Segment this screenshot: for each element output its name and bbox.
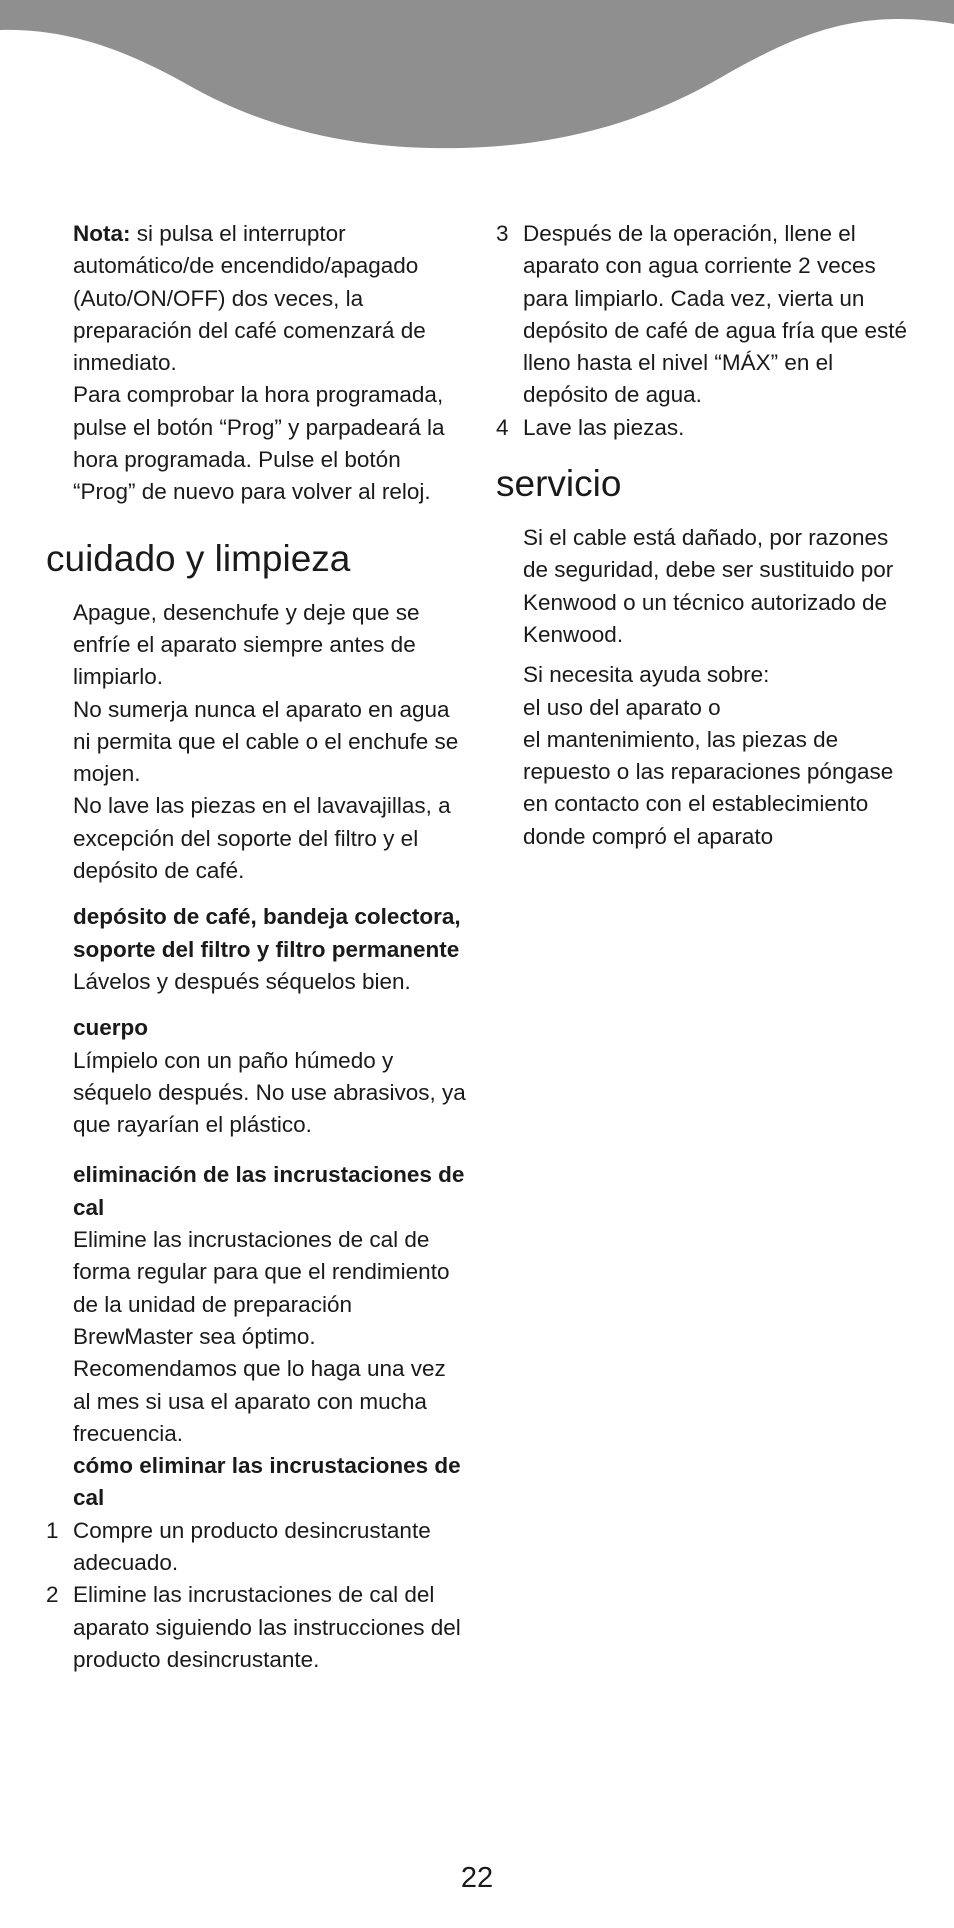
step-4 (496, 412, 916, 444)
body-text: Límpielo con un paño húmedo y séquelo después. No use abrasivos, ya que rayarían el plástico. (73, 1047, 466, 1138)
subheading-parts: depósito de café, bandeja colectora, soporte del filtro y filtro permanente (73, 904, 461, 962)
step-number: 4 (496, 414, 509, 440)
service-paragraph-1: Si el cable está dañado, por razones de seguridad, debe ser sustituido por Kenwood o un técnico autorizado de Kenwood. (523, 525, 894, 647)
note-paragraph-2: Para comprobar la hora programada, pulse el botón “Prog” y parpadeará la hora programada. Pulse el botón “Prog” de nuevo para volver al reloj. (73, 382, 445, 505)
note-paragraph (46, 218, 466, 379)
left-column (46, 218, 466, 1676)
service-line-1: Si necesita ayuda sobre: (523, 662, 770, 688)
care-paragraph-2: No sumerja nunca el aparato en agua ni permita que el cable o el enchufe se mojen. (73, 696, 459, 787)
step-text: Después de la operación, llene el aparato con agua corriente 2 veces para limpiarlo. Cada vez, vierta un depósito de café de agua fría que esté lleno hasta el nivel “MÁX” en el depósito de agua. (523, 221, 908, 408)
step-text: Lave las piezas. (523, 414, 685, 440)
step-3 (496, 218, 916, 412)
subheading-how-to-descale: cómo eliminar las incrustaciones de cal (73, 1453, 461, 1511)
right-column (496, 218, 916, 853)
note-label: Nota: (73, 221, 131, 246)
section-title-care: cuidado y limpieza (46, 537, 351, 579)
step-1 (46, 1515, 466, 1580)
step-number: 2 (46, 1582, 59, 1608)
step-number: 1 (46, 1517, 59, 1543)
header-wave-shape (0, 0, 954, 148)
service-line-2: el uso del aparato o (523, 694, 721, 720)
header-wave (0, 0, 954, 160)
section-title-service: servicio (496, 463, 622, 505)
subheading-body: cuerpo (73, 1015, 149, 1041)
parts-text: Lávelos y después séquelos bien. (73, 968, 411, 994)
service-line-3: el mantenimiento, las piezas de repuesto o las reparaciones póngase en contacto con el establecimiento donde compró el aparato (523, 726, 894, 849)
page-number: 22 (460, 1862, 494, 1894)
step-text: Elimine las incrustaciones de cal del aparato siguiendo las instrucciones del producto desincrustante. (73, 1582, 461, 1672)
step-number: 3 (496, 221, 509, 246)
descaling-text: Elimine las incrustaciones de cal de forma regular para que el rendimiento de la unidad de preparación BrewMaster sea óptimo. Recomendamos que lo haga una vez al mes si usa el aparato con mucha frecuencia. (73, 1227, 450, 1446)
step-text: Compre un producto desincrustante adecuado. (73, 1517, 431, 1575)
subheading-descaling: eliminación de las incrustaciones de cal (73, 1162, 465, 1220)
note-text: si pulsa el interruptor automático/de encendido/apagado (Auto/ON/OFF) dos veces, la preparación del café comenzará de inmediato. (73, 221, 426, 376)
care-paragraph-1: Apague, desenchufe y deje que se enfríe el aparato siempre antes de limpiarlo. (73, 599, 420, 690)
step-2 (46, 1579, 466, 1676)
care-paragraph-3: No lave las piezas en el lavavajillas, a excepción del soporte del filtro y el depósito de café. (73, 793, 451, 884)
